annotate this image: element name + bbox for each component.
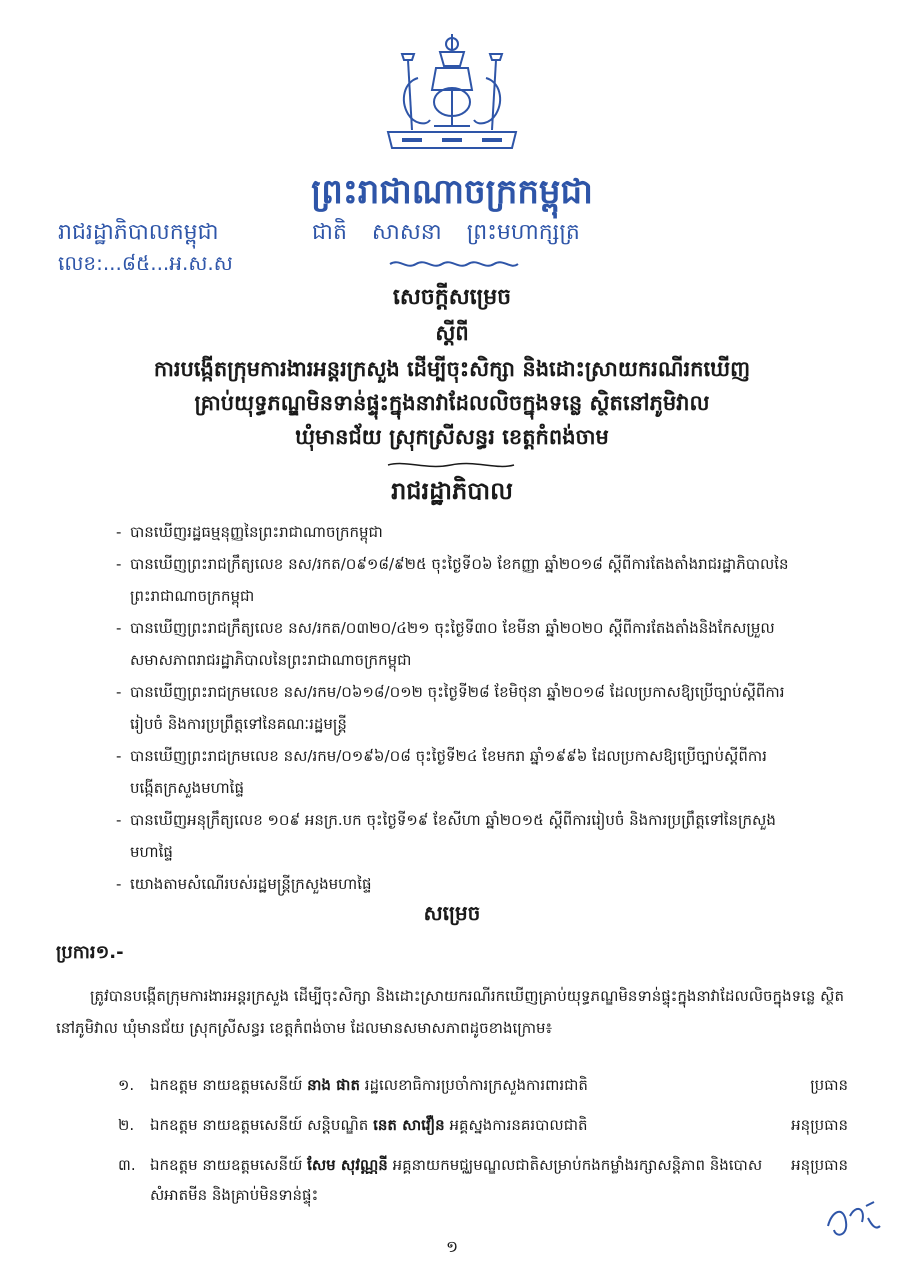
- member-item: [118, 1110, 848, 1140]
- recital-item: - យោងតាមសំណើរបស់រដ្ឋមន្ត្រីក្រសួងមហាផ្ទៃ: [116, 868, 796, 900]
- letter-number: លេខ:...៨៥...អ.ស.ស: [58, 251, 233, 275]
- member-number: ១.: [118, 1076, 135, 1094]
- about-label: ស្តីពី: [435, 321, 469, 345]
- ornament-divider-icon: [388, 258, 520, 270]
- royal-emblem-icon: [374, 30, 530, 160]
- article-label: ប្រការ១.-: [56, 942, 124, 963]
- member-item: [118, 1150, 848, 1210]
- document-type: សេចក្តីសម្រេច: [392, 285, 512, 310]
- page-number: ១: [445, 1237, 459, 1256]
- recital-item: - បានឃើញព្រះរាជក្រមលេខ នស/រកម/០៦១៨/០១២ ចុះថ្ងៃទី២៨ ខែមិថុនា ឆ្នាំ២០១៨ ដែលប្រកាសឱ្យប្រើច្បាប់ស្តីពីការរៀបចំ និងការប្រព្រឹត្តទៅនៃគណៈរដ្ឋមន្ត្រី: [116, 676, 796, 740]
- issuing-body: រាជរដ្ឋាភិបាល: [391, 477, 513, 505]
- title-line: ការបង្កើតក្រុមការងារអន្តរក្រសួង ដើម្បីចុះសិក្សា និងដោះស្រាយករណីរកឃើញ: [153, 357, 751, 381]
- recital-item: - បានឃើញរដ្ឋធម្មនុញ្ញនៃព្រះរាជាណាចក្រកម្ពុជា: [116, 516, 796, 548]
- member-title: ឯកឧត្តម នាយឧត្តមសេនីយ៍: [150, 1076, 303, 1094]
- kingdom-heading: ព្រះរាជាណាចក្រកម្ពុជា: [311, 172, 593, 212]
- recital-item: - បានឃើញព្រះរាជក្រមលេខ នស/រកម/០១៩៦/០៨ ចុះថ្ងៃទី២៤ ខែមករា ឆ្នាំ១៩៩៦ ដែលប្រកាសឱ្យប្រើច្បាប់ស្តីពីការបង្កើតក្រសួងមហាផ្ទៃ: [116, 740, 796, 804]
- member-role: អនុប្រធាន: [791, 1116, 848, 1134]
- member-item: [118, 1070, 848, 1100]
- national-motto: ជាតិ សាសនា ព្រះមហាក្សត្រ: [312, 220, 580, 245]
- article-text: ត្រូវបានបង្កើតក្រុមការងារអន្តរក្រសួង ដើម្បីចុះសិក្សា និងដោះស្រាយករណីរកឃើញគ្រាប់យុទ្ធភណ្ឌមិនទាន់ផ្ទុះក្នុងនាវាដែលលិចក្នុងទន្លេ ស្ថិតនៅភូមិវាល ឃុំមានជ័យ ស្រុកស្រីសន្ធរ ខេត្តកំពង់ចាម ដែលមានសមាសភាពដូចខាងក្រោម៖: [56, 987, 844, 1037]
- handwritten-initials-icon: [822, 1196, 882, 1244]
- member-text: [150, 1110, 781, 1140]
- recital-item: - បានឃើញព្រះរាជក្រឹត្យលេខ នស/រកត/០៩១៨/៩២៥ ចុះថ្ងៃទី០៦ ខែកញ្ញា ឆ្នាំ២០១៨ ស្តីពីការតែងតាំងរាជរដ្ឋាភិបាលនៃព្រះរាជាណាចក្រកម្ពុជា: [116, 548, 796, 612]
- recital-item: - បានឃើញអនុក្រឹត្យលេខ ១០៩ អនក្រ.បក ចុះថ្ងៃទី១៩ ខែសីហា ឆ្នាំ២០១៥ ស្តីពីការរៀបចំ និងការប្រព្រឹត្តទៅនៃក្រសួងមហាផ្ទៃ: [116, 804, 796, 868]
- member-role: ប្រធាន: [810, 1076, 848, 1094]
- member-number: ៣.: [118, 1156, 136, 1174]
- member-name: នាង ផាត: [307, 1076, 360, 1094]
- member-position: រដ្ឋលេខាធិការប្រចាំការក្រសួងការពារជាតិ: [364, 1076, 588, 1094]
- member-name: សែម សុវណ្ណនី: [307, 1156, 388, 1174]
- members-list: [118, 1070, 848, 1220]
- member-position: អគ្គស្នងការនគរបាលជាតិ: [449, 1116, 588, 1134]
- member-title: ឯកឧត្តម នាយឧត្តមសេនីយ៍: [150, 1156, 303, 1174]
- document-title: [120, 352, 784, 454]
- member-text: [150, 1070, 800, 1100]
- member-title: ឯកឧត្តម នាយឧត្តមសេនីយ៍ សន្តិបណ្ឌិត: [150, 1116, 369, 1134]
- member-number: ២.: [118, 1116, 135, 1134]
- decision-heading: សម្រេច: [423, 901, 481, 925]
- member-role: អនុប្រធាន: [791, 1156, 848, 1174]
- ornament-divider-icon: [386, 460, 516, 470]
- recitals-list: [116, 516, 796, 900]
- title-line: ឃុំមានជ័យ ស្រុកស្រីសន្ធរ ខេត្តកំពង់ចាម: [295, 425, 609, 449]
- member-name: នេត សាវឿន: [373, 1116, 445, 1134]
- member-text: [150, 1150, 781, 1210]
- government-label: រាជរដ្ឋាភិបាលកម្ពុជា: [58, 220, 219, 245]
- title-line: គ្រាប់យុទ្ធភណ្ឌមិនទាន់ផ្ទុះក្នុងនាវាដែលលិចក្នុងទន្លេ ស្ថិតនៅភូមិវាល: [194, 391, 710, 415]
- recital-item: - បានឃើញព្រះរាជក្រឹត្យលេខ នស/រកត/០៣២០/៤២១ ចុះថ្ងៃទី៣០ ខែមីនា ឆ្នាំ២០២០ ស្តីពីការតែងតាំងនិងកែសម្រួលសមាសភាពរាជរដ្ឋាភិបាលនៃព្រះរាជាណាចក្រកម្ពុជា: [116, 612, 796, 676]
- member-position: អគ្គនាយកមជ្ឈមណ្ឌលជាតិសម្រាប់កងកម្លាំងរក្សាសន្តិភាព និងបោសសំអាតមីន និងគ្រាប់មិនទាន់ផ្ទុះ: [150, 1156, 763, 1204]
